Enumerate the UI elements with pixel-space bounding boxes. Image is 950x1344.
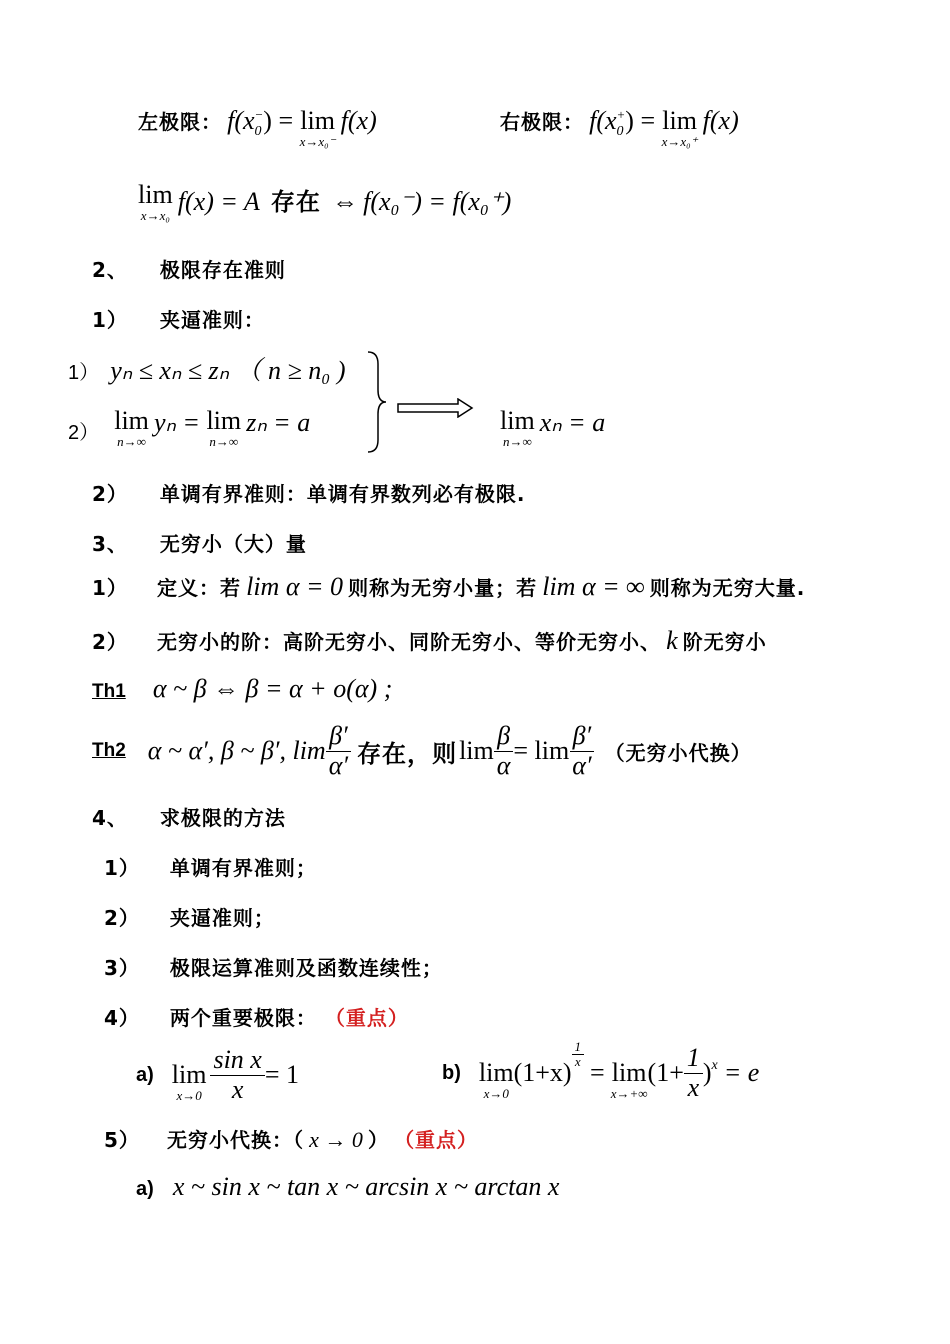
key-point-badge-2: （重点） <box>394 1128 479 1152</box>
iff-symbol: ⇔ <box>332 187 358 216</box>
theorem-2: Th2 α ~ α′, β ~ β′, lim $\frac{\beta'}{\alpha'}$ 存在， 则 lim $\frac{\beta}{\alpha}$ = lim $\frac{\beta'}{\alpha'}$ （无穷小代换） <box>92 721 752 780</box>
left-limit-lhs: $f(x_0^-)$ = <box>227 106 300 140</box>
left-limit-label: 左极限： <box>138 110 222 134</box>
monotone-bounded-item: 2） 单调有界准则：单调有界数列必有极限. <box>92 482 526 506</box>
squeeze-cond-2: 2） lim n→∞ yₙ = lim n→∞ zₙ = a <box>68 406 311 449</box>
exist-expr: f(x) = A <box>177 187 260 216</box>
implies-arrow <box>396 398 474 418</box>
th2-frac-3: $\frac{\beta'}{\alpha'}$ <box>569 722 594 780</box>
squeeze-cond-1: 1） yₙ ≤ xₙ ≤ zₙ （ n ≥ n₀ ) <box>68 356 346 385</box>
order-item: 2） 无穷小的阶：高阶无穷小、同阶无穷小、等价无穷小、 k 阶无穷小 <box>92 626 767 655</box>
right-limit-row <box>500 106 739 149</box>
method-5: 5） 无穷小代换：（ x → 0 ） （重点） <box>104 1127 479 1152</box>
right-limit-fx: f(x) <box>702 106 739 135</box>
one-over-x: $\frac{1}{x}$ <box>684 1044 703 1102</box>
right-limit-label: 右极限： <box>500 110 584 134</box>
method-1: 1） 单调有界准则； <box>104 856 317 880</box>
method-2: 2） 夹逼准则； <box>104 906 275 930</box>
equivalent-infinitesimals: a) x ~ sin x ~ tan x ~ arcsin x ~ arctan x <box>136 1172 560 1201</box>
important-limit-b: b) lim x→0 (1+x) $\frac{1}{x}$ = lim x→+∞ (1+ $\frac{1}{x}$ ) x = e <box>442 1039 760 1102</box>
section-2-heading: 2、 极限存在准则 <box>92 258 286 282</box>
right-limit-lhs: $f(x_0^+)$ = <box>589 106 662 140</box>
squeeze-heading: 1） 夹逼准则： <box>92 308 265 332</box>
exist-word: 存在 <box>270 188 321 216</box>
left-limit-lim: lim x→x₀⁻ <box>299 106 336 149</box>
existence-condition <box>138 182 511 222</box>
exponent-1-over-x: $\frac{1}{x}$ <box>572 1040 585 1070</box>
left-limit-fx: f(x) <box>340 106 377 135</box>
important-limit-a: a) lim x→0 $\frac{\text{sin x}}{x}$ = 1 <box>136 1045 300 1104</box>
sinx-over-x: $\frac{\text{sin x}}{x}$ <box>210 1046 264 1104</box>
section-3-heading: 3、 无穷小（大）量 <box>92 532 307 556</box>
th2-frac-1: $\frac{\beta'}{\alpha'}$ <box>326 722 351 780</box>
th2-frac-2: $\frac{\beta}{\alpha}$ <box>494 722 514 780</box>
left-limit-row <box>138 106 377 149</box>
section-4-heading: 4、 求极限的方法 <box>92 806 286 830</box>
squeeze-result: lim n→∞ xₙ = a <box>500 406 606 449</box>
method-3: 3） 极限运算准则及函数连续性； <box>104 956 443 980</box>
theorem-1: Th1 α ~ β ⇔ β = α + o(α) ; <box>92 674 393 703</box>
right-limit-lim: lim x→x₀⁺ <box>661 106 698 149</box>
definition-item: 1） 定义：若 lim α = 0 则称为无穷小量；若 lim α = ∞ 则称为无穷大量. <box>92 572 806 601</box>
exist-rhs: f(x₀⁻) = f(x₀⁺) <box>363 187 512 216</box>
right-brace <box>366 350 388 454</box>
method-4: 4） 两个重要极限： （重点） <box>104 1006 409 1030</box>
key-point-badge: （重点） <box>324 1006 409 1030</box>
exist-lim: lim x→x₀ <box>138 180 173 223</box>
